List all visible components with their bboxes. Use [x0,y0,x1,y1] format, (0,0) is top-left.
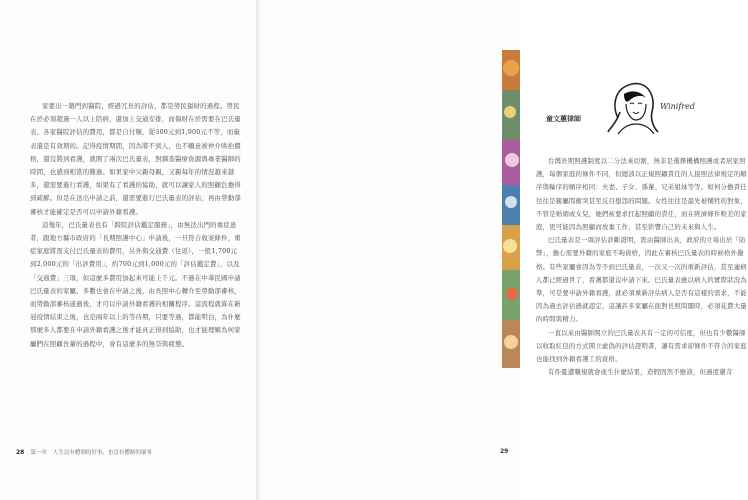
chapter-label: 第一章 [30,450,47,456]
chapter-title: 人生沒有體制的好事，也沒有體制的壞事 [52,450,152,456]
author-english-name: Winifred [660,102,695,111]
right-page-number: 29 [500,448,509,455]
right-page [260,0,747,500]
right-paragraph-2: 巴氏量表是一項評估診斷證明，需由醫師出具，政府的立場出於「防弊」，擔心需要外籍的家庭不夠資格，因此在審核巴氏量表的時候格外嚴格。有些家屬會因為等不到巴氏量表，一次又一次的重新評估，甚至連病人都已經過世了，看護都還沒申請下來。巴氏量表應以病人的實際狀況為準，可是要申請外籍看護，就必須重新評估病人是否有這樣的需求，不能因為過去評估過就認定，這讓許多家屬在面對長照問題時，必須花費大量的時間與精力。 [536,236,747,324]
left-page [0,0,258,500]
left-body-text [30,100,242,351]
author-name: 童文蕙律師 [546,115,581,123]
author-block [546,78,746,148]
right-paragraph-3: 一直以來由醫師開立的巴氏量表具有一定的可信度，但也有少數醫師以收取紅包的方式開立虛偽的評估證明書，讓有需求卻條件不符合的家庭也能找到外籍看護工的資格。 [536,328,747,364]
left-paragraph-2: 這幾年，巴氏量表也有「跨院評估鑑定服務」，由無法出門的重症患者，跟地方縣市政府的「長期照護中心」申請後，一旦符合收案條件，重症家庭將需支付巴氏量表的費用，另外與交通費（往返），一般1,700元到2,000元的「出診費用」，約700元到1,000元的「評估鑑定費」，以及「交通費」三項，但這麼多費用加起來可能上千元。不過在中華民國申請巴氏量表的家屬，多數也會在申請之後，由長照中心轉介至勞動部審核，而勞動部審核通過後，才可以申請外籍看護的相關程序。這流程就算在新冠疫情結束之後，也是兩年以上的等待期，只要等過，都能明白，為什麼那麼多人都要在申請外籍看護之後才能真正得到協助，也才能理解為何家屬們在照顧長輩的過程中，會有這麼多的無奈與疲憊。 [30,220,241,348]
floral-art-strip [502,50,520,368]
left-page-number: 28 [16,448,25,456]
right-paragraph-4: 有件憂遭職規就會產生什麼結果，造假固然不應該，但過度嚴苛 [548,368,733,377]
author-portrait-icon [604,78,662,136]
right-body-text [536,155,748,379]
right-paragraph-1: 台灣長期照護制度以二分法來切割，無非是選擇機構照護或者居家照護，每個家庭的條件不同，但總該以正規照顧責任的人接照法律規定的順序與輪序的順序相同：夫妻、子女、孫輩、兄弟姐妹等等。如何分擔責任往往是親屬間衝突甚至反目想怨的問題。女性往往是最先被犧牲的對象，不管是婚姻或女兒，她們被要求扛起照顧的責任，而在經濟條件較差的家庭，更可能因為照顧而放棄工作，甚至影響自己的未來與人生。 [536,157,747,232]
left-paragraph-1: 家要出一趟門到醫院，經過冗長的評估，都是勞民傷財的過程。勞民在於必須超過一人以上陪病，還加上交通安排，而傷財在於需要在巴氏量表、各家醫院評估的費用，都是自付額，從300元到1,900元不等，而量表還是有效期的。記得疫情期間，因為將不到人，也不願意被仲介哄抬價格，還沒將到看護，就開了兩次巴氏量表，對調查醫療資源與專業醫師的時間，也感到相當的難過。如果家中父親母親，又親每年的情況越來越多，還需要進行看護，如果有了看護的協助，就可以讓家人的照顧負擔得到疏解。但是在送出申請之前，還需要進行巴氏量表的評估，再由勞動部審核才能確定是否可以申請外籍看護。 [30,102,241,216]
left-footer [16,448,152,456]
